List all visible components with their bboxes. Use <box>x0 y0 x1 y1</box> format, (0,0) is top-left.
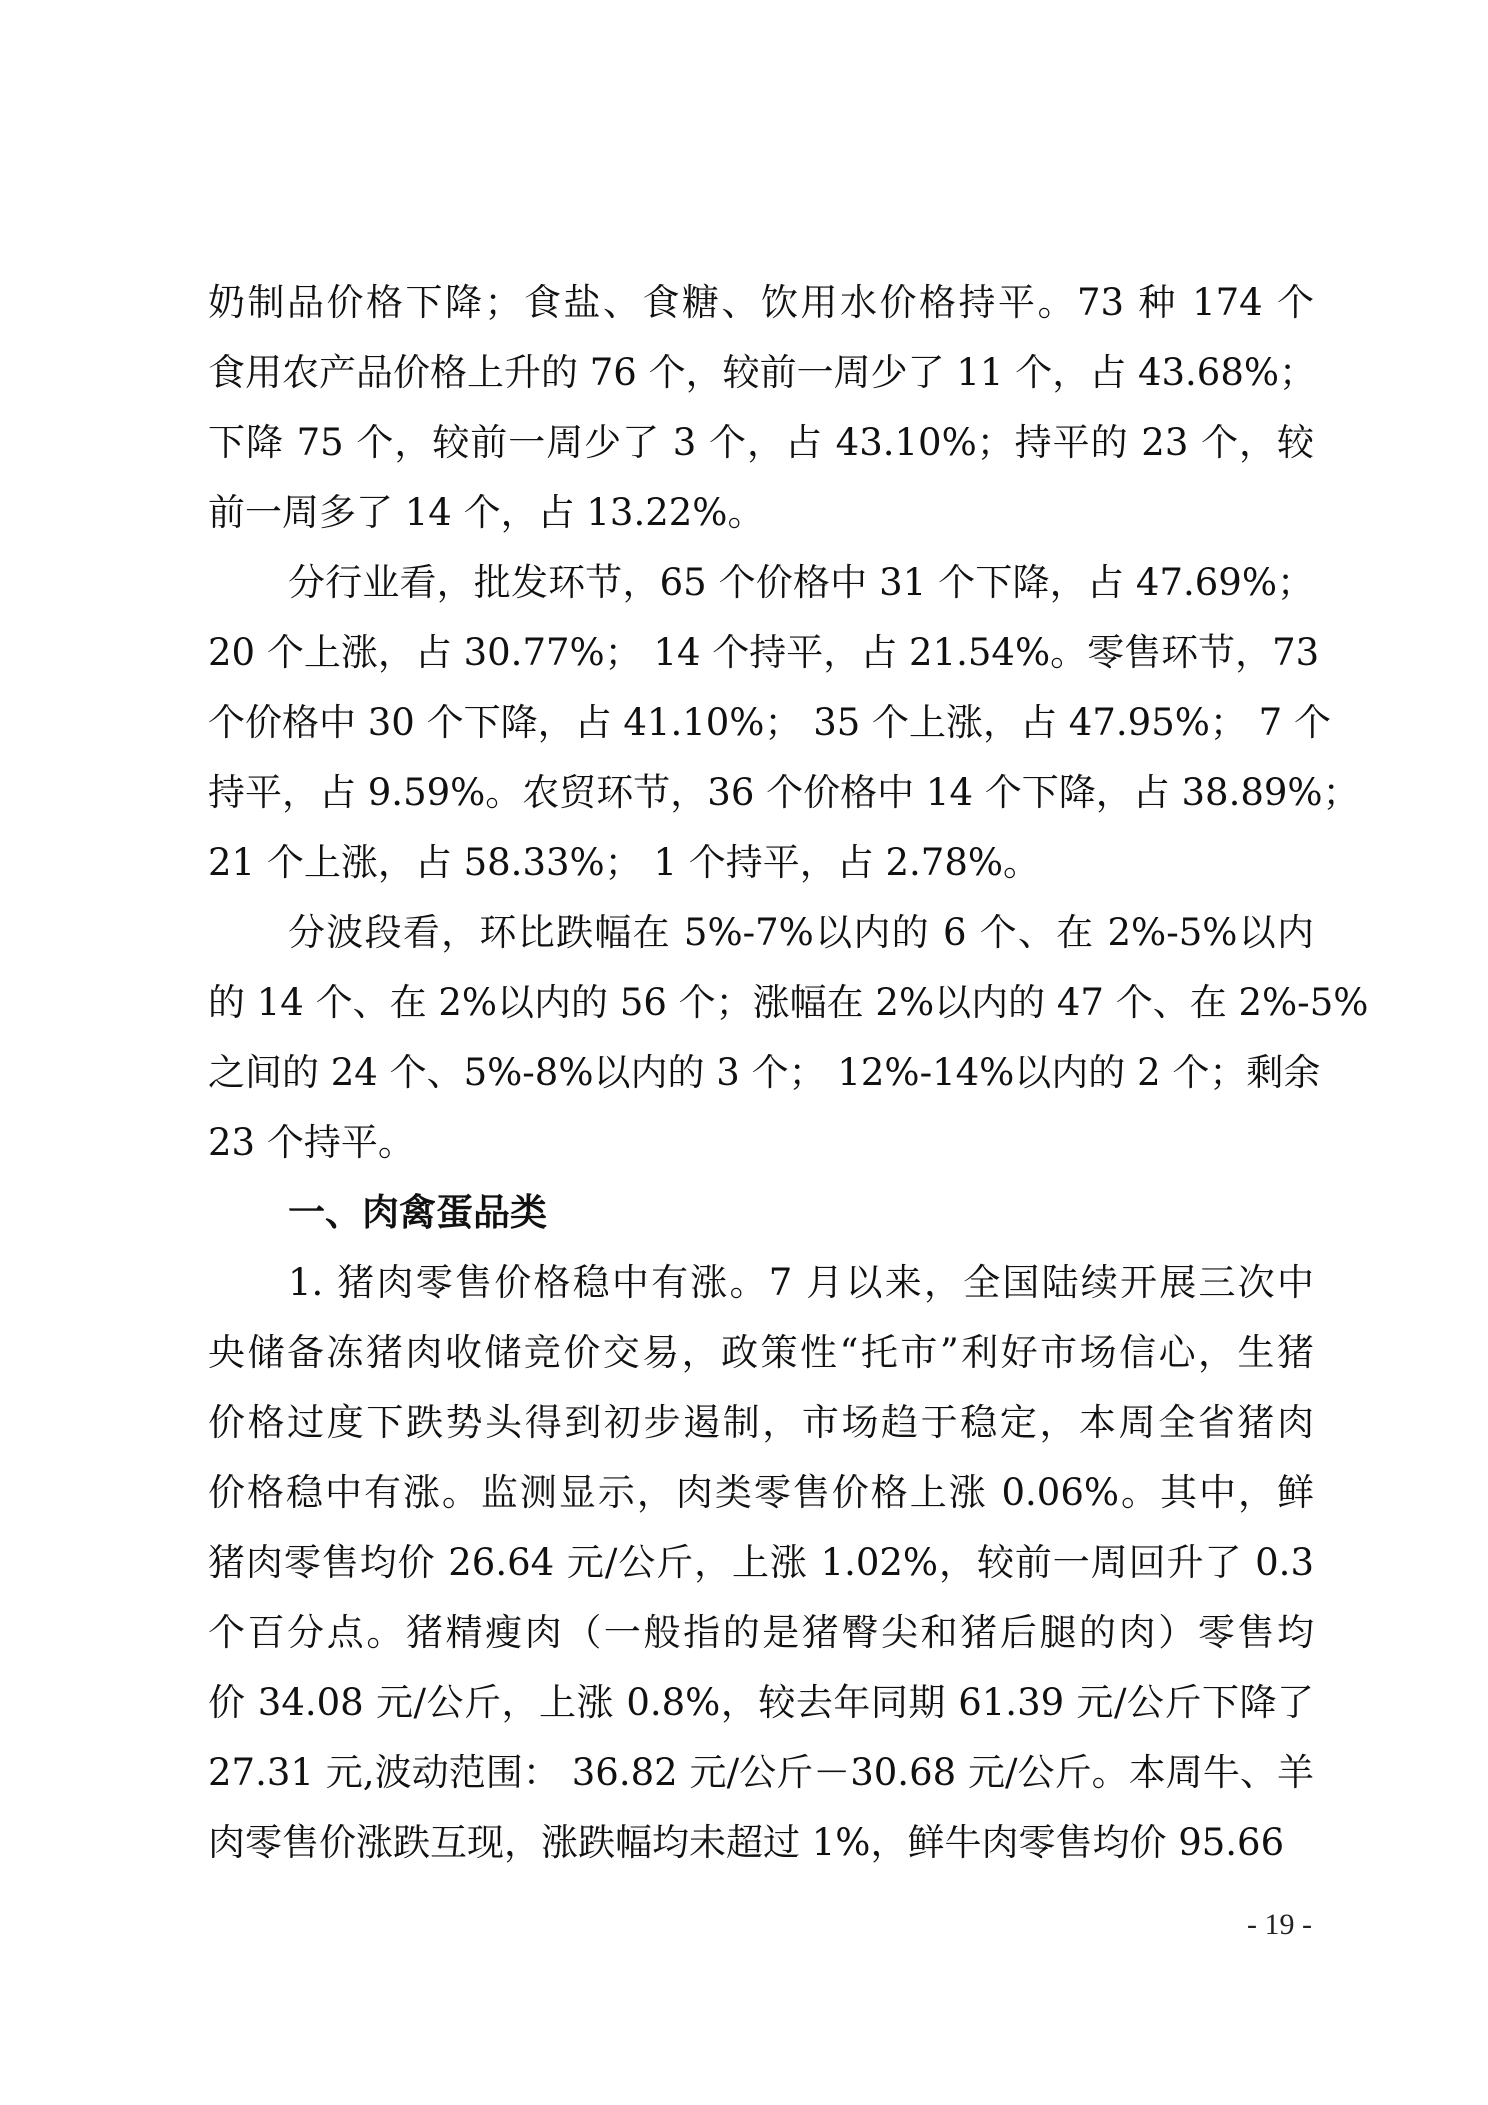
text-line: 23 个持平。 <box>208 1121 415 1164</box>
text-line: 价格稳中有涨。监测显示，肉类零售价格上涨 0.06%。其中，鲜 <box>208 1471 1314 1514</box>
text-line: 价格过度下跌势头得到初步遏制，市场趋于稳定，本周全省猪肉 <box>208 1401 1314 1444</box>
text-line: 奶制品价格下降；食盐、食糖、饮用水价格持平。73 种 174 个 <box>208 281 1314 324</box>
text-line: 27.31 元,波动范围： 36.82 元/公斤－30.68 元/公斤。本周牛、羊 <box>208 1751 1314 1794</box>
text-line: 21 个上涨，占 58.33%； 1 个持平，占 2.78%。 <box>208 841 1041 884</box>
text-line: 之间的 24 个、5%-8%以内的 3 个； 12%-14%以内的 2 个；剩余 <box>208 1051 1321 1094</box>
text-line: 猪肉零售均价 26.64 元/公斤，上涨 1.02%，较前一周回升了 0.3 <box>208 1541 1314 1584</box>
paragraph-pork <box>208 1248 1314 1878</box>
text-line: 的 14 个、在 2%以内的 56 个；涨幅在 2%以内的 47 个、在 2%-5% <box>208 981 1369 1024</box>
text-line: 个价格中 30 个下降，占 41.10%； 35 个上涨，占 47.95%； 7 个 <box>208 701 1331 744</box>
text-line: 分波段看，环比跌幅在 5%-7%以内的 6 个、在 2%-5%以内 <box>288 911 1314 954</box>
text-line: 下降 75 个，较前一周少了 3 个，占 43.10%；持平的 23 个，较 <box>208 421 1314 464</box>
text-line: 1. 猪肉零售价格稳中有涨。7 月以来，全国陆续开展三次中 <box>288 1261 1314 1304</box>
paragraph-by-band <box>208 898 1369 1178</box>
text-line: 一、肉禽蛋品类 <box>288 1191 547 1234</box>
section-heading <box>208 1178 1314 1248</box>
document-body <box>208 268 1369 1878</box>
text-line: 持平，占 9.59%。农贸环节，36 个价格中 14 个下降，占 38.89%； <box>208 771 1360 814</box>
text-line: 价 34.08 元/公斤，上涨 0.8%，较去年同期 61.39 元/公斤下降了 <box>208 1681 1314 1724</box>
text-line: 前一周多了 14 个，占 13.22%。 <box>208 491 765 534</box>
text-line: 个百分点。猪精瘦肉（一般指的是猪臀尖和猪后腿的肉）零售均 <box>208 1611 1314 1654</box>
paragraph-by-industry <box>208 548 1360 898</box>
text-line: 央储备冻猪肉收储竞价交易，政策性“托市”利好市场信心，生猪 <box>208 1331 1314 1374</box>
text-line: 20 个上涨，占 30.77%； 14 个持平，占 21.54%。零售环节，73 <box>208 631 1320 674</box>
text-line: 分行业看，批发环节，65 个价格中 31 个下降，占 47.69%； <box>288 561 1314 604</box>
page-number: - 19 - <box>1247 1908 1312 1941</box>
text-line: 食用农产品价格上升的 76 个，较前一周少了 11 个，占 43.68%； <box>208 351 1317 394</box>
paragraph-summary <box>208 268 1317 548</box>
text-line: 肉零售价涨跌互现，涨跌幅均未超过 1%，鲜牛肉零售均价 95.66 <box>208 1821 1285 1864</box>
